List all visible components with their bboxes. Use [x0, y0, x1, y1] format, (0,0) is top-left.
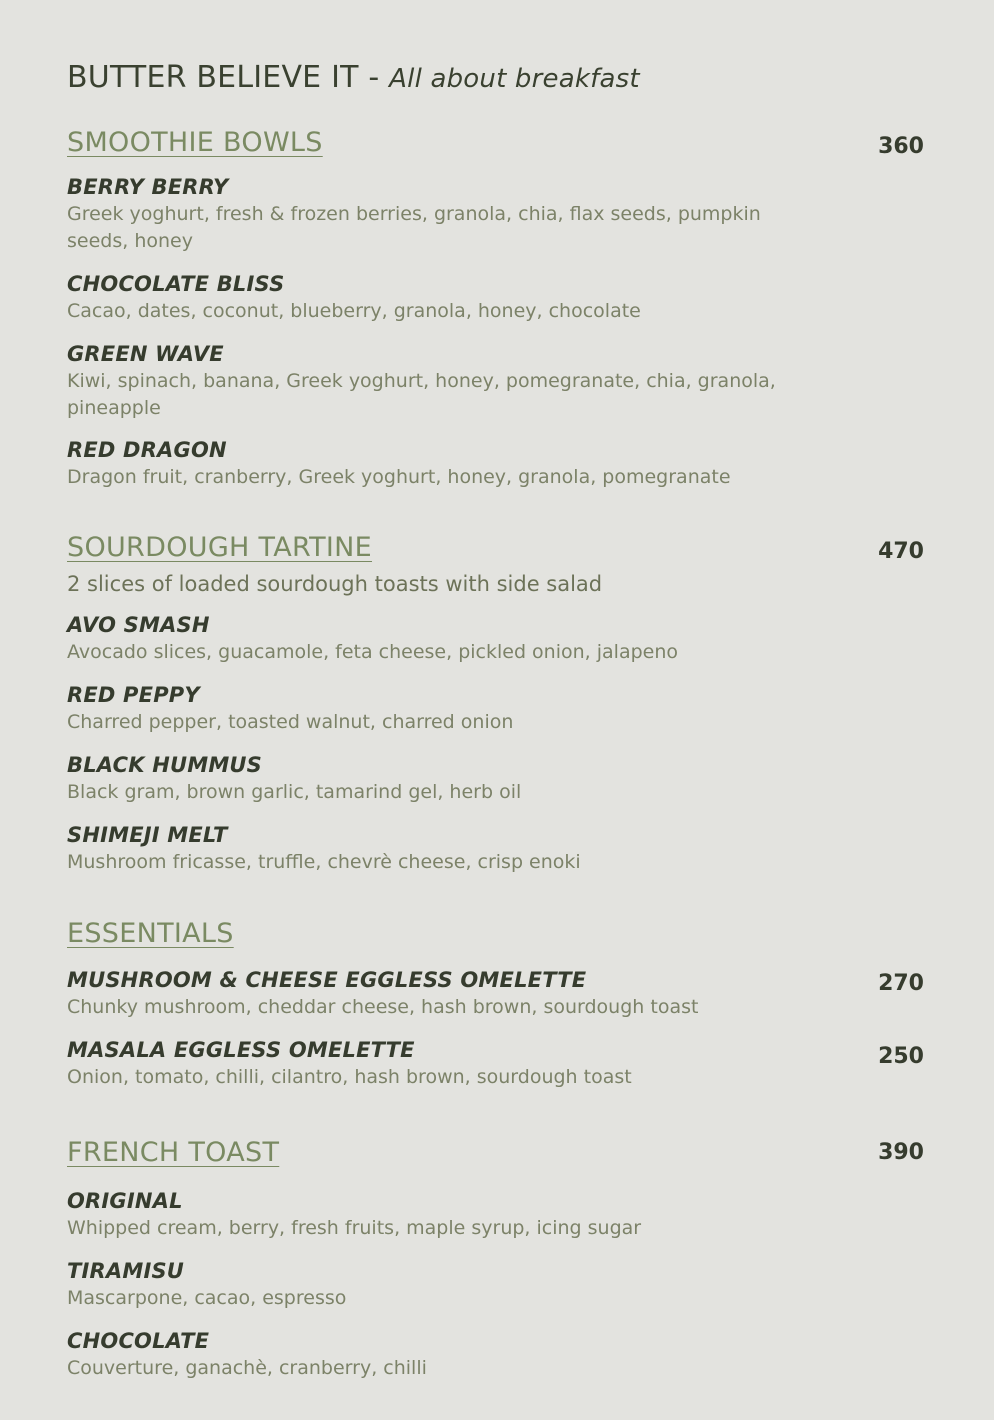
section-heading-smoothie-bowls: SMOOTHIE BOWLS — [67, 127, 323, 158]
item-description: Mascarpone, cacao, espresso — [67, 1287, 347, 1309]
item-description: Black gram, brown garlic, tamarind gel, herb oil — [67, 781, 522, 803]
section-price-sourdough-tartine: 470 — [878, 539, 924, 564]
item-description: Charred pepper, toasted walnut, charred onion — [67, 711, 514, 733]
section-heading-essentials: ESSENTIALS — [67, 918, 234, 949]
item-price: 270 — [878, 971, 924, 996]
item-description: Onion, tomato, chilli, cilantro, hash brown, sourdough toast — [67, 1066, 632, 1088]
item-name: CHOCOLATE — [67, 1329, 210, 1353]
item-description: Whipped cream, berry, fresh fruits, maple syrup, icing sugar — [67, 1217, 642, 1239]
item-description: Kiwi, spinach, banana, Greek yoghurt, honey, pomegranate, chia, granola, pineapple — [67, 370, 776, 419]
item-description: Mushroom fricasse, truffle, chevrè cheese, crisp enoki — [67, 851, 581, 873]
item-name: MUSHROOM & CHEESE EGGLESS OMELETTE — [67, 968, 587, 992]
item-name: MASALA EGGLESS OMELETTE — [67, 1038, 415, 1062]
menu-title — [67, 60, 640, 95]
item-name: AVO SMASH — [67, 613, 210, 637]
section-heading-sourdough-tartine: SOURDOUGH TARTINE — [67, 532, 373, 563]
section-price-smoothie-bowls: 360 — [878, 134, 924, 159]
item-name: SHIMEJI MELT — [67, 823, 228, 847]
item-description: Chunky mushroom, cheddar cheese, hash brown, sourdough toast — [67, 996, 699, 1018]
item-name: ORIGINAL — [67, 1189, 183, 1213]
item-description: Couverture, ganachè, cranberry, chilli — [67, 1357, 427, 1379]
item-name: CHOCOLATE BLISS — [67, 272, 285, 296]
item-name: TIRAMISU — [67, 1259, 185, 1283]
item-name: BLACK HUMMUS — [67, 753, 262, 777]
item-description: Cacao, dates, coconut, blueberry, granola, honey, chocolate — [67, 300, 641, 322]
item-description: Greek yoghurt, fresh & frozen berries, granola, chia, flax seeds, pumpkin seeds, honey — [67, 203, 761, 252]
section-heading-french-toast: FRENCH TOAST — [67, 1137, 280, 1168]
item-name: RED DRAGON — [67, 438, 227, 462]
item-price: 250 — [878, 1044, 924, 1069]
item-description: Avocado slices, guacamole, feta cheese, pickled onion, jalapeno — [67, 641, 679, 663]
item-name: BERRY BERRY — [67, 175, 229, 199]
item-name: GREEN WAVE — [67, 342, 224, 366]
section-price-french-toast: 390 — [878, 1140, 924, 1165]
menu-title-main: BUTTER BELIEVE IT - — [67, 60, 380, 95]
item-name: RED PEPPY — [67, 683, 200, 707]
item-description: Dragon fruit, cranberry, Greek yoghurt, honey, granola, pomegranate — [67, 466, 731, 488]
menu-title-subtitle: All about breakfast — [389, 64, 640, 94]
section-note-sourdough-tartine: 2 slices of loaded sourdough toasts with side salad — [67, 572, 603, 596]
